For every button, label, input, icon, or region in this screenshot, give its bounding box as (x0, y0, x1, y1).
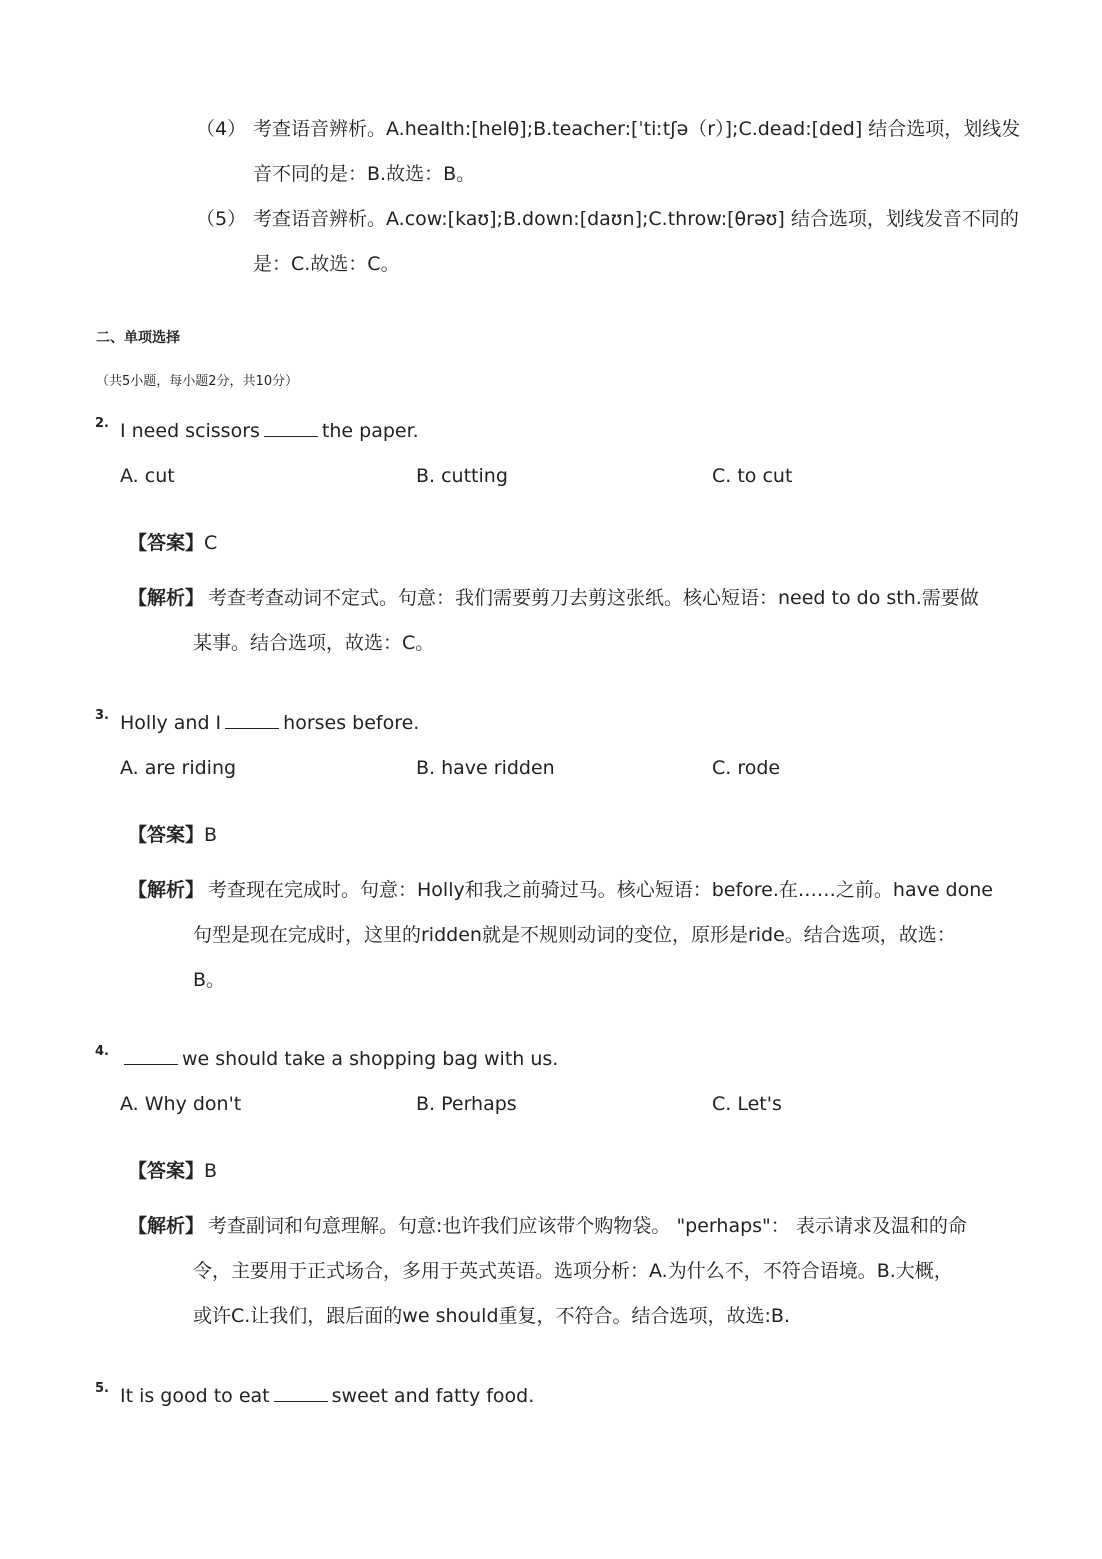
question-number: 5. (95, 1381, 109, 1396)
prev-item-line: 考查语音辨析。A.cow:[kaʊ];B.down:[daʊn];C.throw:[θrəʊ] 结合选项，划线发音不同的 (253, 208, 1019, 230)
prev-item-line: 考查语音辨析。A.health:[helθ];B.teacher:[ˈtiːtʃə（r）];C.dead:[ded] 结合选项，划线发 (253, 118, 1021, 140)
analysis-line: 考查现在完成时。句意：Holly和我之前骑过马。核心短语：before.在……之前。have done (208, 879, 993, 901)
answer-blank (264, 435, 318, 437)
option-a: A. are riding (120, 757, 237, 779)
question-stem (120, 712, 419, 734)
stem-after: sweet and fatty food. (331, 1385, 535, 1407)
answer-blank (225, 727, 279, 729)
question-number: 4. (95, 1044, 109, 1059)
question-stem (120, 1048, 558, 1070)
answer-value: C (204, 532, 218, 554)
option-b: B. Perhaps (416, 1093, 517, 1115)
answer-label: 【答案】 (128, 1160, 205, 1182)
analysis-line: 句型是现在完成时，这里的ridden就是不规则动词的变位，原形是ride。结合选项，故选： (193, 924, 956, 946)
analysis-line: 考查考查动词不定式。句意：我们需要剪刀去剪这张纸。核心短语：need to do sth.需要做 (208, 587, 979, 609)
answer-line (128, 820, 217, 847)
option-b: B. cutting (416, 465, 508, 487)
question-stem (120, 1385, 534, 1407)
answer-value: B (204, 824, 218, 846)
question-number: 3. (95, 708, 109, 723)
analysis-line: 考查副词和句意理解。句意:也许我们应该带个购物袋。 "perhaps"： 表示请求及温和的命 (208, 1215, 967, 1237)
prev-item-number: （4） (196, 118, 247, 140)
option-c: C. to cut (712, 465, 793, 487)
analysis-label: 【解析】 (128, 1215, 205, 1237)
prev-item-line: 音不同的是：B.故选：B。 (253, 163, 476, 185)
stem-after: horses before. (283, 712, 420, 734)
option-a: A. Why don't (120, 1093, 242, 1115)
answer-blank (124, 1063, 178, 1065)
answer-value: B (204, 1160, 218, 1182)
stem-after: the paper. (321, 420, 419, 442)
option-c: C. rode (712, 757, 781, 779)
option-b: B. have ridden (416, 757, 555, 779)
answer-line (128, 1156, 217, 1183)
option-a: A. cut (120, 465, 175, 487)
analysis-line: B。 (193, 969, 226, 991)
section-note: （共5小题，每小题2分，共10分） (96, 374, 299, 389)
question-stem (120, 420, 419, 442)
analysis-line: 或许C.让我们，跟后面的we should重复，不符合。结合选项，故选:B. (193, 1305, 790, 1327)
analysis-label: 【解析】 (128, 587, 205, 609)
prev-item-number: （5） (196, 208, 247, 230)
stem-after: we should take a shopping bag with us. (182, 1048, 559, 1070)
prev-item-line: 是：C.故选：C。 (253, 253, 400, 275)
analysis-line: 某事。结合选项，故选：C。 (193, 632, 435, 654)
answer-label: 【答案】 (128, 824, 205, 846)
section-title: 二、单项选择 (96, 330, 180, 346)
analysis-line: 令，主要用于正式场合，多用于英式英语。选项分析：A.为什么不，不符合语境。B.大概， (193, 1260, 953, 1282)
stem-before: I need scissors (120, 420, 260, 442)
answer-label: 【答案】 (128, 532, 205, 554)
answer-blank (274, 1400, 328, 1402)
stem-before: Holly and I (120, 712, 222, 734)
analysis-label: 【解析】 (128, 879, 205, 901)
stem-before: It is good to eat (120, 1385, 270, 1407)
answer-line (128, 528, 217, 555)
option-c: C. Let's (712, 1093, 782, 1115)
question-number: 2. (95, 416, 109, 431)
